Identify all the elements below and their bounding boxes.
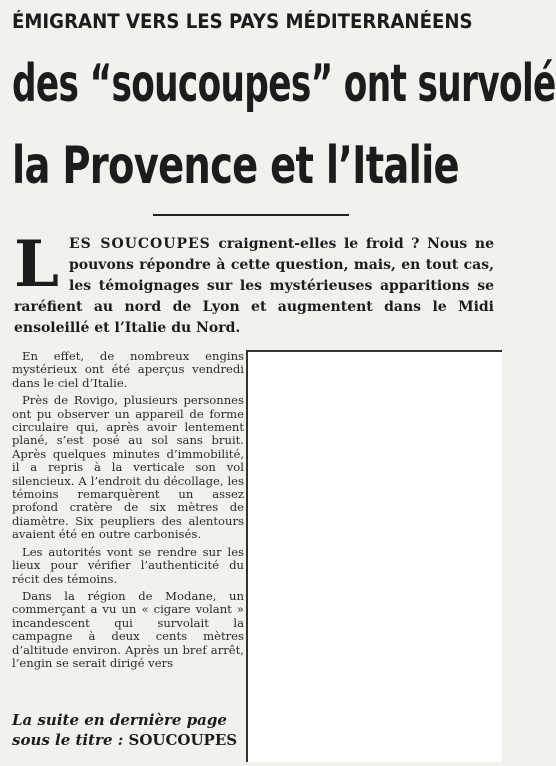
headline-rule	[153, 214, 349, 216]
continuation-line-1: La suite en dernière page	[12, 711, 227, 729]
blank-panel	[246, 350, 502, 762]
continuation-prefix: sous le titre :	[12, 731, 129, 749]
continuation-title: SOUCOUPES	[128, 731, 238, 749]
body-paragraph: En effet, de nombreux engins mystérieux ont été aperçus vendredi dans le ciel d’Italie.	[12, 349, 244, 390]
lead-text: craignent-elles le froid ? Nous ne pouvons répondre à cette question, mais, en tout cas, les témoignages sur les mystérieuses apparitions se raréfient au nord de Lyon et augmentent dans le Midi ensoleillé et l’Italie du Nord.	[14, 236, 494, 336]
headline-line-2: la Provence et l’Italie	[12, 136, 459, 196]
drop-cap: L	[14, 227, 59, 302]
body-paragraph: Près de Rovigo, plusieurs personnes ont pu observer un appareil de forme circulaire qui, après avoir lentement plané, s’est posé au sol sans bruit. Après quelques minutes d’immobilité, il a repris à la verticale son vol silencieux. A l’endroit du décollage, les témoins remarquèrent un assez profond cratère de six mètres de diamètre. Six peupliers des alentours avaient été en outre carbonisés.	[12, 393, 244, 542]
body-column	[12, 350, 244, 674]
body-paragraph: Les autorités vont se rendre sur les lieux pour vérifier l’authenticité du récit des témoins.	[12, 544, 244, 586]
continuation-note	[12, 710, 248, 750]
headline-line-1: des “soucoupes” ont survolé	[12, 54, 556, 114]
lead-smallcaps: ES SOUCOUPES	[69, 236, 211, 252]
body-paragraph: Dans la région de Modane, un commerçant a vu un « cigare volant » incandescent qui survolait la campagne à deux cents mètres d’altitude environ. Après un bref arrêt, l’engin se serait dirigé vers	[12, 588, 244, 670]
kicker: ÉMIGRANT VERS LES PAYS MÉDITERRANÉENS	[12, 10, 473, 33]
lead-paragraph	[14, 227, 494, 344]
continuation-line-2	[12, 730, 248, 750]
